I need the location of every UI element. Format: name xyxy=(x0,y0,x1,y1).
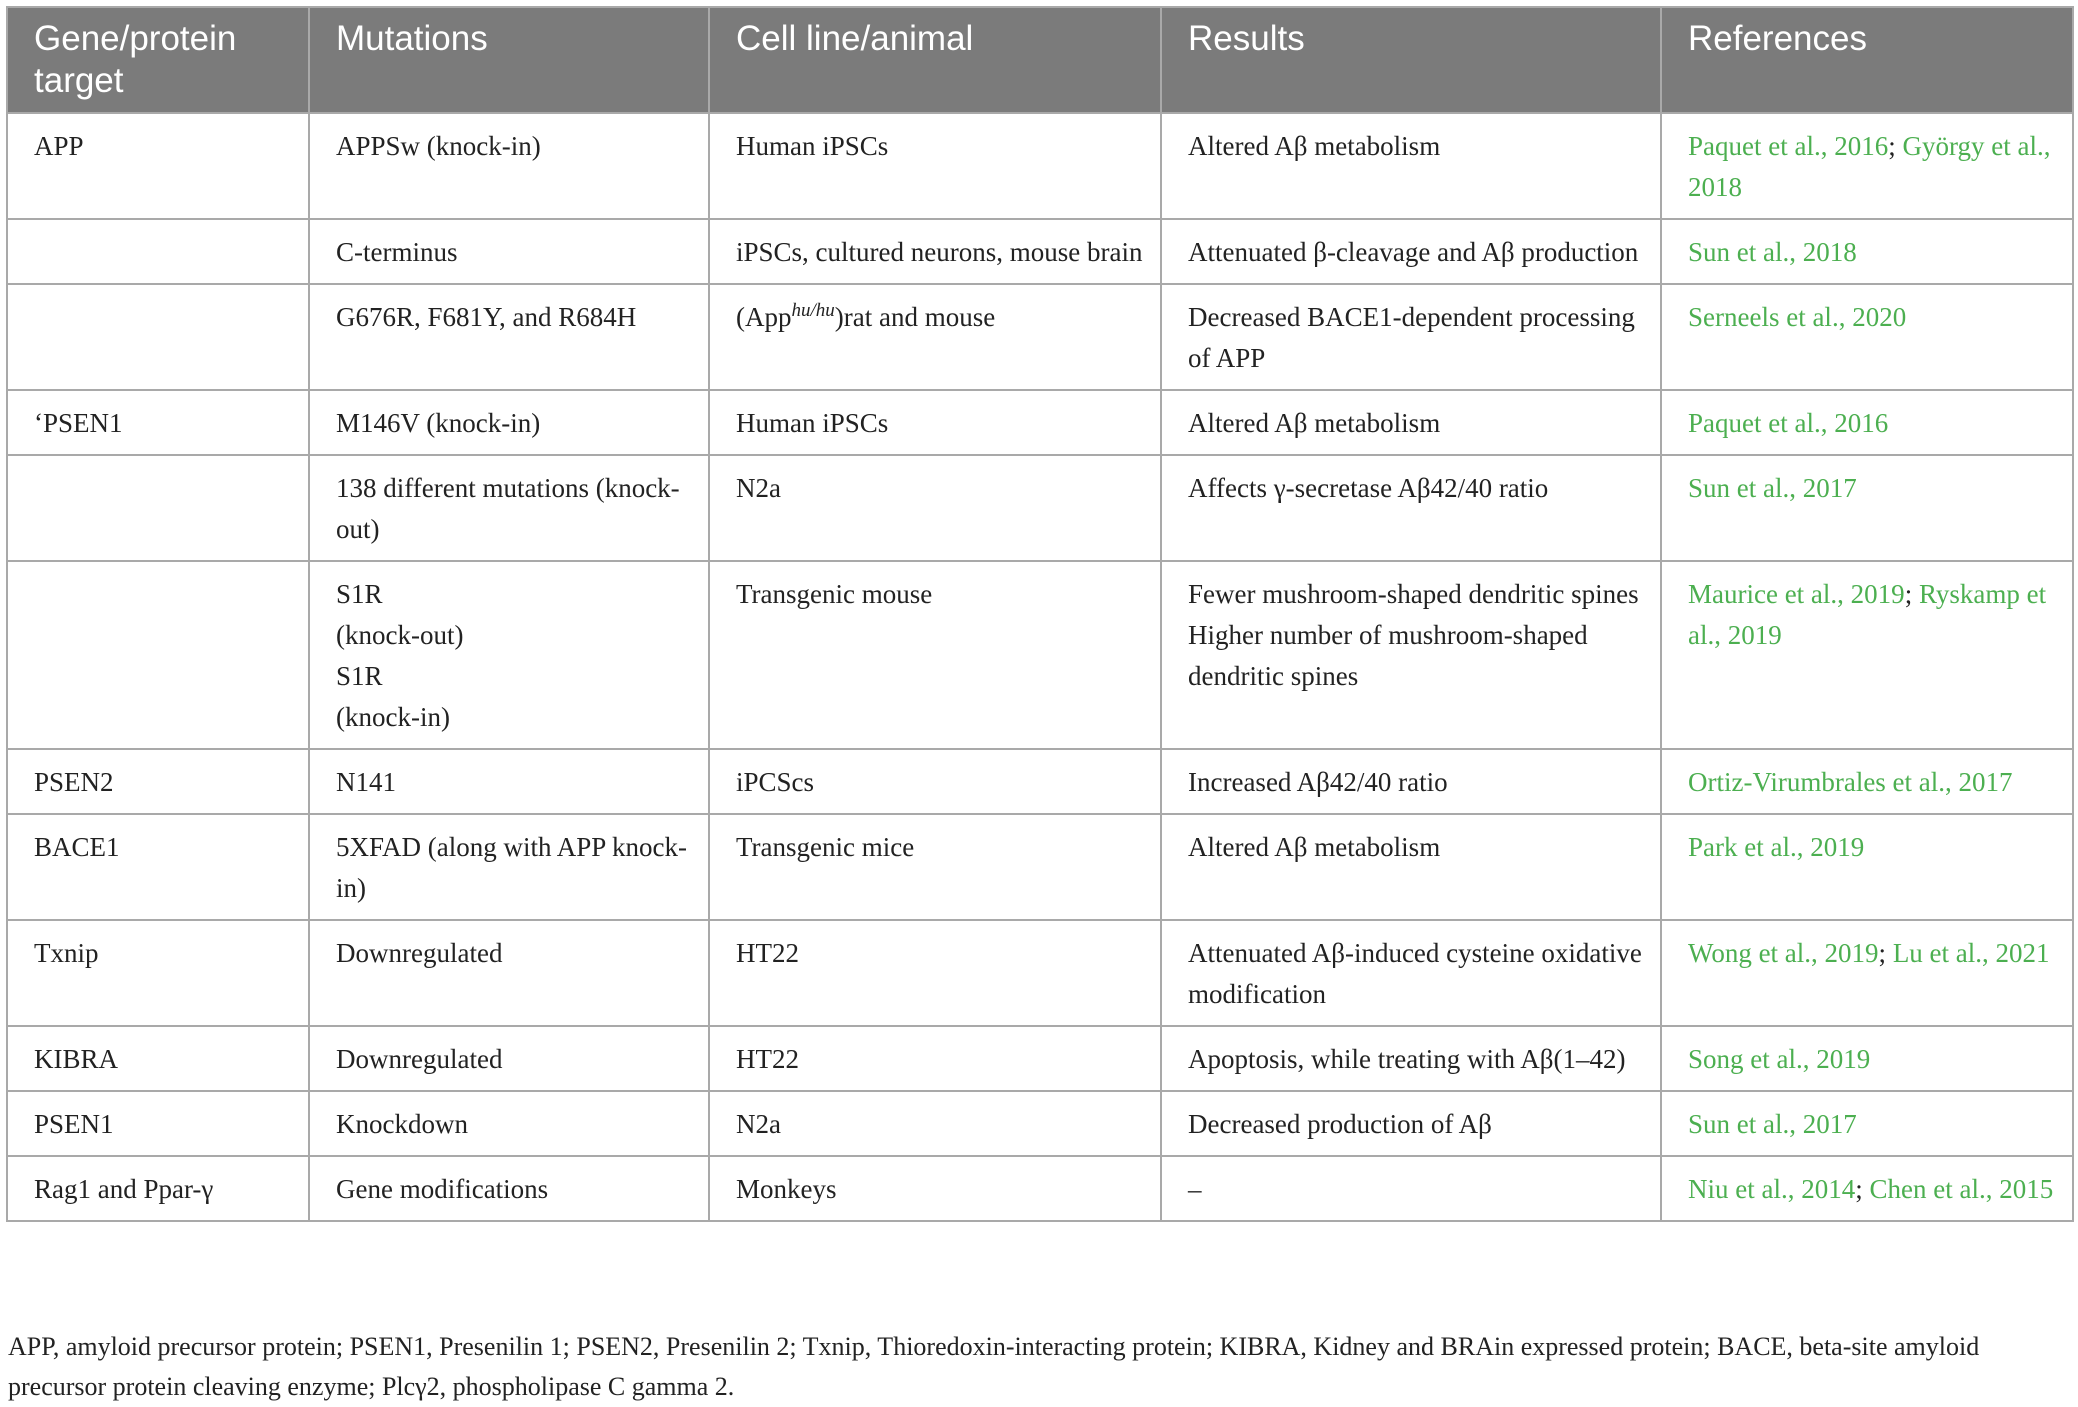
references-cell xyxy=(1661,219,2073,284)
reference-link[interactable]: Paquet et al., 2016 xyxy=(1688,131,1889,161)
gene-table-container xyxy=(6,6,2072,1222)
reference-link[interactable]: Maurice et al., 2019 xyxy=(1688,579,1905,609)
reference-link[interactable]: Chen et al., 2015 xyxy=(1869,1174,2054,1204)
reference-link[interactable]: Paquet et al., 2016 xyxy=(1688,408,1889,438)
result-cell: Affects γ-secretase Aβ42/40 ratio xyxy=(1161,455,1661,561)
cell-line-cell xyxy=(709,284,1161,390)
cell-line-cell: N2a xyxy=(709,455,1161,561)
references-cell xyxy=(1661,390,2073,455)
table-body xyxy=(7,113,2073,1221)
result-cell: – xyxy=(1161,1156,1661,1221)
table-row xyxy=(7,284,2073,390)
mutation-cell: M146V (knock-in) xyxy=(309,390,709,455)
result-cell: Altered Aβ metabolism xyxy=(1161,113,1661,219)
gene-cell xyxy=(7,219,309,284)
header-mutations: Mutations xyxy=(309,7,709,113)
mutation-cell: 138 different mutations (knock-out) xyxy=(309,455,709,561)
header-cell-line: Cell line/animal xyxy=(709,7,1161,113)
result-cell: Decreased production of Aβ xyxy=(1161,1091,1661,1156)
reference-link[interactable]: Song et al., 2019 xyxy=(1688,1044,1871,1074)
mutation-line: S1R xyxy=(336,661,383,691)
table-row xyxy=(7,920,2073,1026)
reference-separator: ; xyxy=(1878,938,1893,968)
mutation-cell: 5XFAD (along with APP knock-in) xyxy=(309,814,709,920)
mutation-cell: APPSw (knock-in) xyxy=(309,113,709,219)
table-row xyxy=(7,1026,2073,1091)
cell-line-cell: Transgenic mice xyxy=(709,814,1161,920)
references-cell xyxy=(1661,749,2073,814)
references-cell xyxy=(1661,1091,2073,1156)
table-footnote: APP, amyloid precursor protein; PSEN1, Presenilin 1; PSEN2, Presenilin 2; Txnip, Thioredoxin-interacting protein; KIBRA, Kidney and BRAin expressed protein; BACE, beta-site amyloid precursor protein cleaving enzyme; Plcγ2, phospholipase C gamma 2. xyxy=(8,1332,1980,1401)
reference-link[interactable]: Niu et al., 2014 xyxy=(1688,1174,1856,1204)
gene-cell: BACE1 xyxy=(7,814,309,920)
table-row xyxy=(7,814,2073,920)
result-cell: Decreased BACE1-dependent processing of APP xyxy=(1161,284,1661,390)
reference-separator: ; xyxy=(1855,1174,1870,1204)
cell-line-cell: Human iPSCs xyxy=(709,113,1161,219)
references-cell xyxy=(1661,814,2073,920)
gene-editing-table xyxy=(6,6,2074,1222)
mutation-cell: C-terminus xyxy=(309,219,709,284)
gene-cell: ‘PSEN1 xyxy=(7,390,309,455)
gene-cell xyxy=(7,455,309,561)
mutation-line: (knock-in) xyxy=(336,702,450,732)
cell-line-suffix: )rat and mouse xyxy=(834,302,996,332)
reference-separator: ; xyxy=(1888,131,1903,161)
reference-link[interactable]: Serneels et al., 2020 xyxy=(1688,302,1907,332)
mutation-cell xyxy=(309,561,709,749)
references-cell xyxy=(1661,1026,2073,1091)
reference-link[interactable]: Wong et al., 2019 xyxy=(1688,938,1879,968)
cell-line-cell: Monkeys xyxy=(709,1156,1161,1221)
table-row xyxy=(7,219,2073,284)
gene-cell xyxy=(7,561,309,749)
cell-line-cell: Transgenic mouse xyxy=(709,561,1161,749)
result-line: Higher number of mushroom-shaped dendritic spines xyxy=(1188,620,1588,691)
gene-cell xyxy=(7,284,309,390)
cell-line-cell: iPCScs xyxy=(709,749,1161,814)
result-cell: Apoptosis, while treating with Aβ(1–42) xyxy=(1161,1026,1661,1091)
references-cell xyxy=(1661,284,2073,390)
result-cell xyxy=(1161,561,1661,749)
gene-cell: APP xyxy=(7,113,309,219)
cell-line-prefix: (App xyxy=(736,302,792,332)
cell-line-superscript: hu/hu xyxy=(791,300,835,321)
references-cell xyxy=(1661,561,2073,749)
header-gene-target: Gene/protein target xyxy=(7,7,309,113)
result-cell: Attenuated β-cleavage and Aβ production xyxy=(1161,219,1661,284)
gene-cell: Rag1 and Ppar-γ xyxy=(7,1156,309,1221)
result-cell: Increased Aβ42/40 ratio xyxy=(1161,749,1661,814)
gene-cell: PSEN2 xyxy=(7,749,309,814)
table-row xyxy=(7,1156,2073,1221)
table-row xyxy=(7,390,2073,455)
mutation-cell: N141 xyxy=(309,749,709,814)
mutation-cell: Downregulated xyxy=(309,1026,709,1091)
header-references: References xyxy=(1661,7,2073,113)
reference-link[interactable]: Sun et al., 2017 xyxy=(1688,473,1857,503)
references-cell xyxy=(1661,113,2073,219)
mutation-cell: Gene modifications xyxy=(309,1156,709,1221)
cell-line-cell: iPSCs, cultured neurons, mouse brain xyxy=(709,219,1161,284)
gene-cell: KIBRA xyxy=(7,1026,309,1091)
reference-link[interactable]: György et al., 2018 xyxy=(1688,131,2051,202)
reference-link[interactable]: Sun et al., 2018 xyxy=(1688,237,1857,267)
cell-line-cell: Human iPSCs xyxy=(709,390,1161,455)
reference-link[interactable]: Ryskamp et al., 2019 xyxy=(1688,579,2047,650)
mutation-cell: G676R, F681Y, and R684H xyxy=(309,284,709,390)
mutation-line: (knock-out) xyxy=(336,620,464,650)
mutation-cell: Downregulated xyxy=(309,920,709,1026)
mutation-cell: Knockdown xyxy=(309,1091,709,1156)
references-cell xyxy=(1661,1156,2073,1221)
cell-line-cell: HT22 xyxy=(709,920,1161,1026)
reference-link[interactable]: Lu et al., 2021 xyxy=(1892,938,2050,968)
cell-line-cell: N2a xyxy=(709,1091,1161,1156)
result-cell: Altered Aβ metabolism xyxy=(1161,390,1661,455)
reference-link[interactable]: Sun et al., 2017 xyxy=(1688,1109,1857,1139)
references-cell xyxy=(1661,920,2073,1026)
header-results: Results xyxy=(1161,7,1661,113)
table-header-row xyxy=(7,7,2073,113)
table-row xyxy=(7,113,2073,219)
gene-cell: Txnip xyxy=(7,920,309,1026)
table-row xyxy=(7,455,2073,561)
gene-cell: PSEN1 xyxy=(7,1091,309,1156)
result-cell: Attenuated Aβ-induced cysteine oxidative modification xyxy=(1161,920,1661,1026)
table-row xyxy=(7,561,2073,749)
references-cell xyxy=(1661,455,2073,561)
reference-link[interactable]: Ortiz-Virumbrales et al., 2017 xyxy=(1688,767,2013,797)
reference-separator: ; xyxy=(1904,579,1919,609)
mutation-line: S1R xyxy=(336,579,383,609)
reference-link[interactable]: Park et al., 2019 xyxy=(1688,832,1865,862)
result-cell: Altered Aβ metabolism xyxy=(1161,814,1661,920)
cell-line-cell: HT22 xyxy=(709,1026,1161,1091)
table-row xyxy=(7,1091,2073,1156)
result-line: Fewer mushroom-shaped dendritic spines xyxy=(1188,579,1639,609)
table-row xyxy=(7,749,2073,814)
